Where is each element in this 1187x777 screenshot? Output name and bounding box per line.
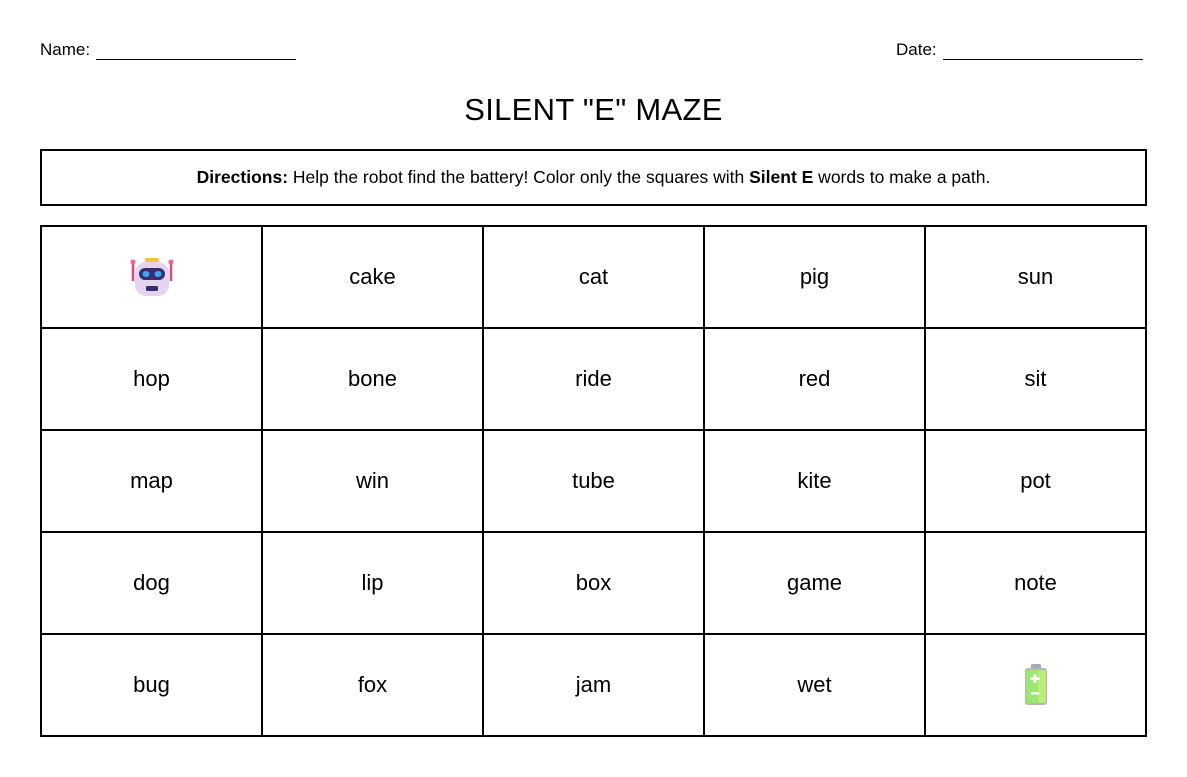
maze-row (41, 328, 1146, 430)
maze-cell[interactable] (41, 634, 262, 736)
date-label: Date: (896, 40, 937, 59)
maze-word: red (798, 366, 831, 391)
maze-word: bone (348, 366, 397, 391)
maze-cell[interactable] (483, 634, 704, 736)
maze-word: note (1014, 570, 1057, 595)
maze-word: cat (578, 264, 609, 289)
maze-word: box (575, 570, 612, 595)
maze-grid (40, 225, 1147, 737)
date-blank-line[interactable] (943, 43, 1143, 60)
maze-word: bug (133, 672, 170, 697)
name-label: Name: (40, 40, 91, 59)
maze-cell[interactable] (704, 634, 925, 736)
maze-word: lip (361, 570, 384, 595)
directions-label: Directions: (196, 167, 289, 187)
maze-cell[interactable] (262, 634, 483, 736)
maze-cell[interactable] (925, 328, 1146, 430)
maze-cell[interactable] (262, 226, 483, 328)
maze-word: cake (349, 264, 396, 289)
directions-box (40, 149, 1147, 206)
maze-word: pig (799, 264, 830, 289)
robot-icon (128, 263, 176, 288)
maze-cell-end[interactable] (925, 634, 1146, 736)
maze-cell-start[interactable] (41, 226, 262, 328)
directions-text-before: Help the robot find the battery! Color only the squares with (288, 167, 750, 187)
maze-word: sit (1024, 366, 1047, 391)
maze-cell[interactable] (262, 328, 483, 430)
maze-cell[interactable] (704, 226, 925, 328)
maze-cell[interactable] (925, 226, 1146, 328)
maze-cell[interactable] (483, 430, 704, 532)
name-blank-line[interactable] (96, 43, 296, 60)
directions-text-after: words to make a path. (813, 167, 991, 187)
page-title: SILENT "E" MAZE (464, 92, 723, 127)
maze-cell[interactable] (483, 328, 704, 430)
maze-row (41, 430, 1146, 532)
maze-word: tube (572, 468, 615, 493)
maze-cell[interactable] (704, 328, 925, 430)
maze-cell[interactable] (925, 430, 1146, 532)
battery-icon (1023, 671, 1049, 696)
maze-cell[interactable] (41, 532, 262, 634)
maze-cell[interactable] (483, 226, 704, 328)
date-field (896, 40, 1143, 60)
name-field (40, 40, 296, 60)
maze-word: wet (797, 672, 832, 697)
maze-word: pot (1020, 468, 1051, 493)
maze-word: kite (797, 468, 832, 493)
maze-cell[interactable] (483, 532, 704, 634)
maze-cell[interactable] (262, 532, 483, 634)
maze-cell[interactable] (925, 532, 1146, 634)
maze-word: win (355, 468, 389, 493)
maze-cell[interactable] (262, 430, 483, 532)
maze-row (41, 634, 1146, 736)
maze-word: jam (575, 672, 612, 697)
maze-word: ride (575, 366, 612, 391)
maze-word: game (786, 570, 843, 595)
maze-word: fox (357, 672, 388, 697)
maze-row (41, 532, 1146, 634)
directions-emphasis: Silent E (749, 167, 814, 187)
maze-cell[interactable] (704, 532, 925, 634)
maze-row (41, 226, 1146, 328)
maze-cell[interactable] (41, 430, 262, 532)
maze-cell[interactable] (41, 328, 262, 430)
maze-cell[interactable] (704, 430, 925, 532)
maze-word: sun (1017, 264, 1054, 289)
maze-word: map (130, 468, 173, 493)
maze-word: hop (133, 366, 170, 391)
maze-word: dog (133, 570, 170, 595)
